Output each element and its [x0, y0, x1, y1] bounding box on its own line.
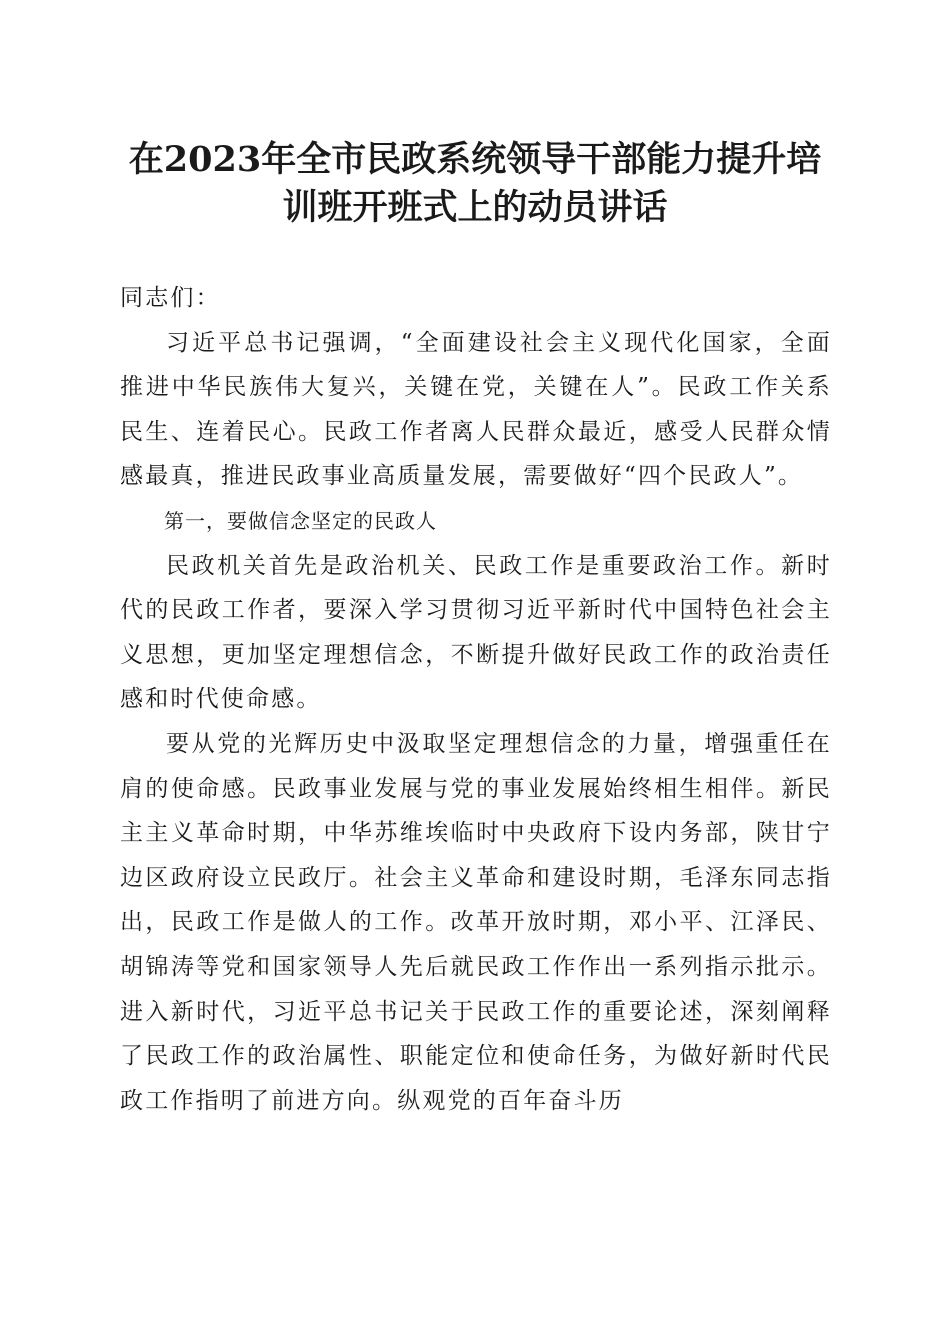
paragraph-intro: 习近平总书记强调，“全面建设社会主义现代化国家，全面推进中华民族伟大复兴，关键在党，关键在人”。民政工作关系民生、连着民心。民政工作者离人民群众最近，感受人民群众情感最真，推进民政事业高质量发展，需要做好“四个民政人”。 — [120, 329, 832, 490]
title-line-2: 训班开班式上的动员讲话 — [282, 187, 668, 228]
document-body — [120, 276, 832, 1123]
section-heading-1: 第一，要做信念坚定的民政人 — [164, 508, 437, 533]
salutation: 同志们： — [120, 285, 221, 311]
title-line-1: 在2023年全市民政系统领导干部能力提升培 — [128, 139, 822, 180]
paragraph-political: 民政机关首先是政治机关、民政工作是重要政治工作。新时代的民政工作者，要深入学习贯彻习近平新时代中国特色社会主义思想，更加坚定理想信念，不断提升做好民政工作的政治责任感和时代使命感。 — [120, 552, 832, 713]
document-title — [100, 136, 850, 232]
paragraph-history: 要从党的光辉历史中汲取坚定理想信念的力量，增强重任在肩的使命感。民政事业发展与党的事业发展始终相生相伴。新民主主义革命时期，中华苏维埃临时中央政府下设内务部，陕甘宁边区政府设立民政厅。社会主义革命和建设时期，毛泽东同志指出，民政工作是做人的工作。改革开放时期，邓小平、江泽民、胡锦涛等党和国家领导人先后就民政工作作出一系列指示批示。进入新时代，习近平总书记关于民政工作的重要论述，深刻阐释了民政工作的政治属性、职能定位和使命任务，为做好新时代民政工作指明了前进方向。纵观党的百年奋斗历 — [120, 730, 832, 1114]
